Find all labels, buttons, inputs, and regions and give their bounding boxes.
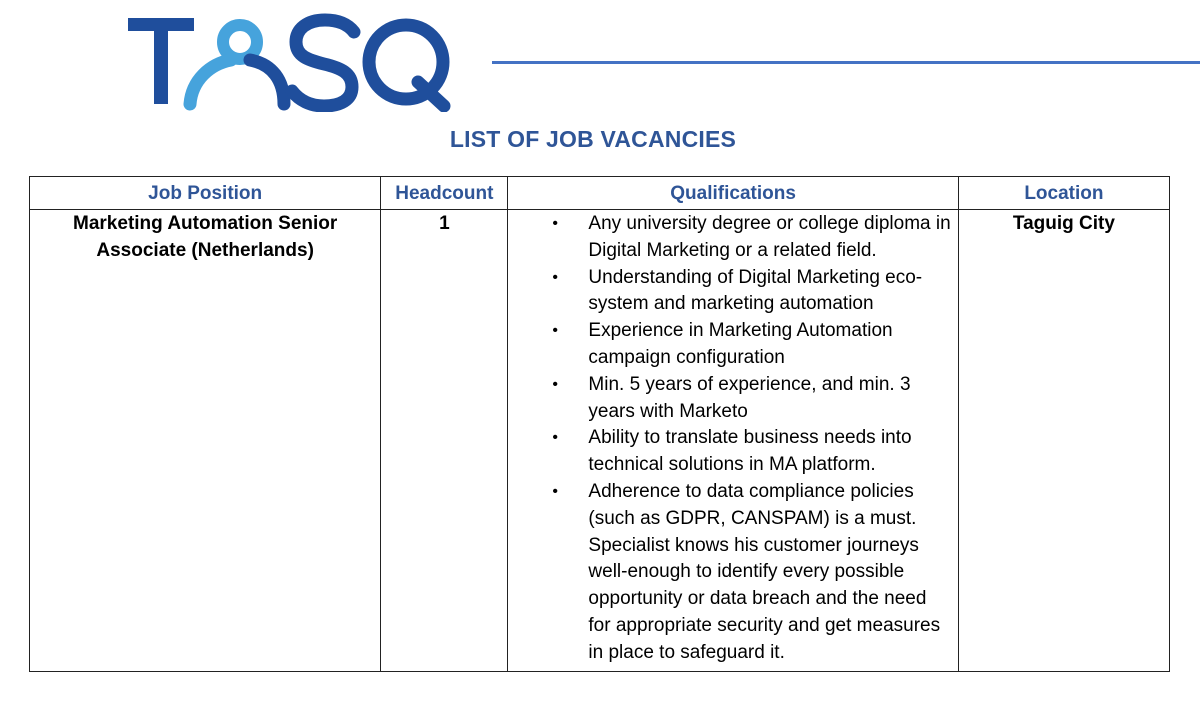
job-vacancies-table [29, 176, 1170, 672]
table-header-row [30, 177, 1170, 210]
qualifications-list [514, 211, 951, 667]
qualification-item [514, 372, 951, 426]
job-position-cell [30, 210, 381, 672]
bullet-icon: • [552, 482, 559, 500]
bullet-icon: • [552, 429, 559, 447]
qualification-text: Ability to translate business needs into technical solutions in MA platform. [588, 427, 912, 476]
qualification-item [514, 425, 951, 479]
qualifications-cell [508, 210, 958, 672]
qualification-text: Any university degree or college diploma in Digital Marketing or a related field. [588, 213, 951, 261]
headcount-cell [381, 210, 508, 672]
header-rule [492, 61, 1200, 64]
table-row [30, 210, 1170, 672]
bullet-icon: • [552, 322, 559, 340]
qualification-text: Understanding of Digital Marketing eco-system and marketing automation [588, 266, 923, 315]
tasq-logo [126, 12, 456, 112]
headcount-value: 1 [439, 213, 450, 234]
qualification-item [514, 318, 951, 372]
column-header-job-position: Job Position [30, 177, 381, 210]
location-value: Taguig City [1012, 213, 1115, 234]
column-header-location: Location [958, 177, 1169, 210]
qualification-text: Adherence to data compliance policies (such as GDPR, CANSPAM) is a must. Specialist knows his customer journeys well-enough to identify every possible opportunity or data breach and the need for appropriate security and get measures in place to safeguard it. [588, 480, 941, 663]
page-title: LIST OF JOB VACANCIES [449, 126, 737, 152]
qualification-item [514, 479, 951, 667]
qualification-item [514, 211, 951, 265]
qualification-text: Min. 5 years of experience, and min. 3 years with Marketo [588, 373, 911, 422]
bullet-icon: • [552, 215, 559, 232]
column-header-headcount: Headcount [381, 177, 508, 210]
column-header-qualifications: Qualifications [508, 177, 958, 210]
qualification-item [514, 265, 951, 319]
qualification-text: Experience in Marketing Automation campaign configuration [588, 320, 893, 368]
bullet-icon: • [552, 375, 559, 393]
job-position: Marketing Automation Senior Associate (Netherlands) [73, 213, 338, 261]
bullet-icon: • [552, 268, 559, 286]
location-cell [958, 210, 1169, 672]
